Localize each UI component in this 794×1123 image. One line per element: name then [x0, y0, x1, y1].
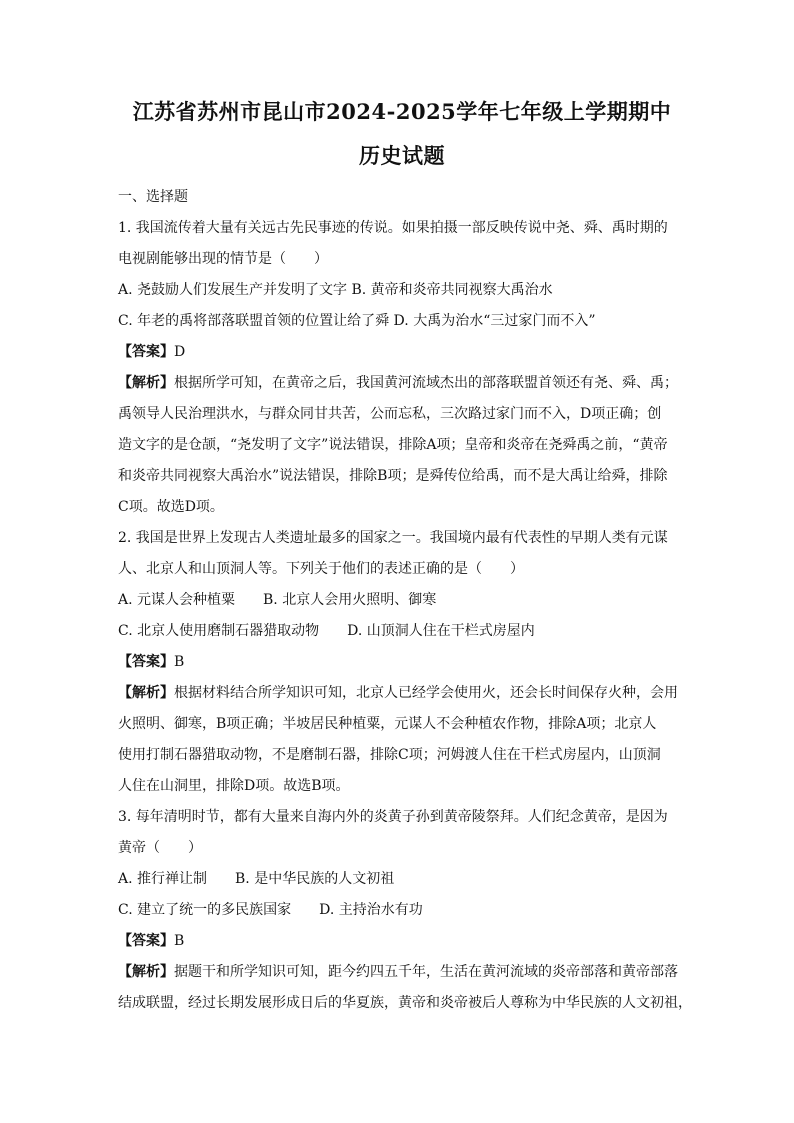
analysis-line: 结成联盟，经过长期发展形成日后的华夏族，黄帝和炎帝被后人尊称为中华民族的人文初祖， — [118, 995, 692, 1011]
question-option-line: C. 北京人使用磨制石器猎取动物 D. 山顶洞人住在干栏式房屋内 — [118, 623, 535, 639]
question-option-line: A. 尧鼓励人们发展生产并发明了文字 B. 黄帝和炎帝共同视察大禹治水 — [118, 282, 553, 298]
analysis-text: 据题干和所学知识可知，距今约四五千年，生活在黄河流域的炎帝部落和黄帝部落 — [174, 964, 678, 980]
analysis-text: 根据所学可知，在黄帝之后，我国黄河流域杰出的部落联盟首领还有尧、舜、禹； — [174, 375, 678, 391]
analysis-line: 禹领导人民治理洪水，与群众同甘共苦，公而忘私，三次路过家门而不入，D项正确；创 — [118, 406, 662, 422]
analysis-tag: 【解析】 — [118, 685, 174, 701]
question-option-line: C. 建立了统一的多民族国家 D. 主持治水有功 — [118, 902, 423, 918]
question-stem-line: 1. 我国流传着大量有关远古先民事迹的传说。如果拍摄一部反映传说中尧、舜、禹时期的 — [118, 220, 668, 236]
analysis-tag: 【解析】 — [118, 964, 174, 980]
analysis-line: C项。故选D项。 — [118, 499, 224, 515]
question-stem-line: 人、北京人和山顶洞人等。下列关于他们的表述正确的是（ ） — [118, 561, 524, 577]
question-option-line: A. 元谋人会种植粟 B. 北京人会用火照明、御寒 — [118, 592, 437, 608]
analysis-line: 造文字的是仓颉，“尧发明了文字”说法错误，排除A项；皇帝和炎帝在尧舜禹之前，“黄帝 — [118, 437, 668, 453]
analysis-line — [118, 368, 686, 399]
document-title: 江苏省苏州市昆山市2024-2025学年七年级上学期期中 — [132, 99, 672, 124]
question-3 — [118, 802, 692, 1019]
question-option-line: C. 年老的禹将部落联盟首领的位置让给了舜 D. 大禹为治水“三过家门而不入” — [118, 313, 596, 329]
analysis-text: 根据材料结合所学知识可知，北京人已经学会使用火，还会长时间保存火种，会用 — [174, 685, 678, 701]
answer-value: B — [174, 654, 185, 670]
question-stem-line: 3. 每年清明时节，都有大量来自海内外的炎黄子孙到黄帝陵祭拜。人们纪念黄帝，是因为 — [118, 809, 668, 825]
question-2 — [118, 523, 686, 802]
question-1 — [118, 213, 686, 523]
answer-tag: 【答案】 — [118, 933, 174, 949]
analysis-line — [118, 678, 686, 709]
answer-value: B — [174, 933, 185, 949]
question-stem-line: 黄帝（ ） — [118, 840, 202, 856]
analysis-line: 使用打制石器猎取动物，不是磨制石器，排除C项；河姆渡人住在干栏式房屋内，山顶洞 — [118, 747, 661, 763]
answer-line — [118, 926, 686, 957]
answer-tag: 【答案】 — [118, 344, 174, 360]
analysis-line: 人住在山洞里，排除D项。故选B项。 — [118, 778, 350, 794]
analysis-line: 和炎帝共同视察大禹治水”说法错误，排除B项；是舜传位给禹，而不是大禹让给舜，排除 — [118, 468, 668, 484]
analysis-line — [118, 957, 686, 988]
section-heading: 一、选择题 — [118, 189, 188, 205]
question-stem-line: 2. 我国是世界上发现古人类遗址最多的国家之一。我国境内最有代表性的早期人类有元谋 — [118, 530, 668, 546]
analysis-tag: 【解析】 — [118, 375, 174, 391]
answer-tag: 【答案】 — [118, 654, 174, 670]
answer-line — [118, 647, 686, 678]
analysis-line: 火照明、御寒，B项正确；半坡居民种植粟，元谋人不会种植农作物，排除A项；北京人 — [118, 716, 657, 732]
question-option-line: A. 推行禅让制 B. 是中华民族的人文初祖 — [118, 871, 395, 887]
answer-line — [118, 337, 686, 368]
answer-value: D — [174, 344, 186, 360]
document-subtitle: 历史试题 — [359, 143, 445, 168]
question-stem-line: 电视剧能够出现的情节是（ ） — [118, 251, 328, 267]
